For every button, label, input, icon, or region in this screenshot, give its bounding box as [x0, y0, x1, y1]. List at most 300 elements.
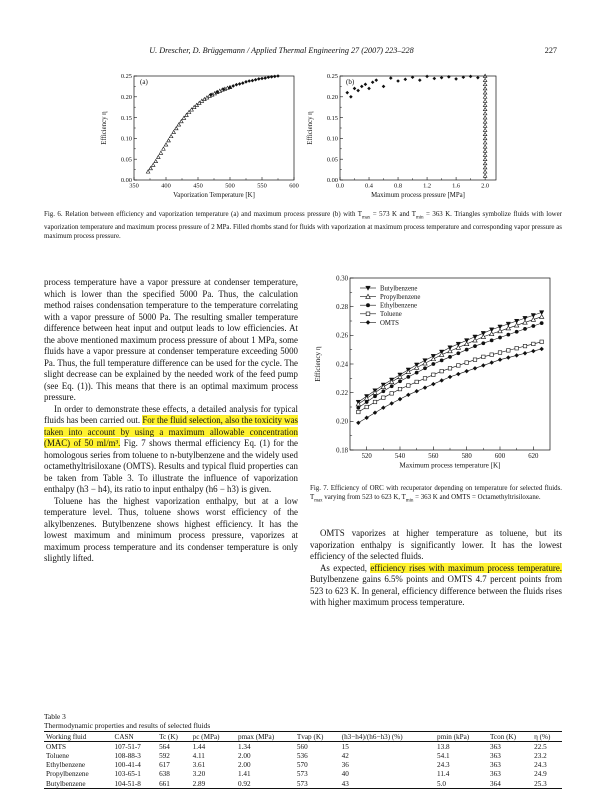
- data-point: [483, 137, 487, 140]
- data-point: [465, 348, 469, 352]
- highlight: For the fluid selection, also the toxicity was taken into account by using a maximum allowable concentration (MAC) of 50 ml/m³.: [44, 415, 298, 448]
- table-cell: 364: [488, 779, 532, 789]
- data-point: [373, 411, 377, 415]
- series-line: [358, 317, 541, 404]
- table-cell: Propylbenzene: [46, 770, 89, 779]
- table-row: [44, 761, 562, 770]
- data-point: [483, 128, 487, 131]
- data-point: [349, 95, 353, 99]
- y-tick-label: 0.24: [336, 361, 348, 369]
- data-point: [539, 347, 543, 351]
- data-point: [406, 375, 410, 379]
- data-point: [481, 363, 485, 367]
- paragraph: OMTS vaporizes at higher temperature as toluene, but its vaporization enthalpy is significantly lower. It has the lowest efficiency of the selected fluids.: [310, 528, 562, 561]
- data-point: [456, 372, 460, 376]
- data-point: [356, 421, 360, 425]
- data-point: [398, 397, 402, 401]
- data-point: [364, 416, 368, 420]
- x-tick-label: 620: [528, 452, 539, 460]
- data-point: [398, 387, 402, 391]
- data-point: [456, 351, 460, 355]
- y-tick-label: 0.15: [120, 114, 132, 122]
- left-column-text: [44, 277, 298, 565]
- y-axis-label: Efficiency η: [314, 346, 322, 382]
- table-cell: 573: [295, 779, 340, 789]
- data-point: [235, 83, 239, 87]
- data-point: [357, 410, 361, 414]
- data-point: [423, 377, 427, 381]
- table-cell: Toluene: [46, 751, 70, 760]
- table-cell: 570: [296, 761, 308, 770]
- y-tick-label: 0.10: [326, 135, 338, 143]
- table-cell: 15: [341, 742, 349, 751]
- table-cell: 42: [341, 751, 349, 760]
- table-cell: 13.8: [437, 742, 450, 751]
- table-cell: 11.4: [437, 770, 450, 779]
- x-tick-label: 450: [193, 182, 203, 190]
- table-cell: 564: [159, 742, 170, 751]
- x-tick-label: 1.2: [423, 182, 432, 190]
- x-tick-label: 600: [494, 452, 506, 460]
- data-point: [498, 336, 502, 340]
- x-axis-label: Vaporization Temperature [K]: [173, 191, 255, 199]
- data-point: [407, 384, 411, 388]
- legend-label: Propylbenzene: [380, 294, 421, 301]
- column-header: Tvap (K): [295, 732, 340, 742]
- y-tick-label: 0.15: [326, 114, 338, 122]
- data-point: [231, 84, 235, 88]
- table-cell: 1.44: [192, 742, 206, 751]
- data-point: [540, 321, 544, 325]
- data-point: [418, 78, 422, 82]
- data-point: [483, 132, 487, 135]
- data-point: [425, 75, 429, 79]
- table-cell: 2.00: [238, 761, 251, 770]
- column-header: pmax (MPa): [236, 732, 295, 742]
- y-tick-label: 0.25: [326, 73, 338, 81]
- data-point: [432, 373, 436, 377]
- table-cell: 108-88-3: [114, 751, 141, 760]
- data-point: [433, 77, 437, 81]
- data-point: [483, 107, 487, 110]
- column-header: Tc (K): [157, 732, 191, 742]
- data-point: [498, 351, 502, 355]
- data-point: [149, 167, 153, 170]
- y-tick-label: 0.00: [326, 177, 338, 185]
- column-header: (h3−h4)/(h6−h3) (%): [340, 732, 435, 742]
- figure-7: [308, 272, 562, 482]
- data-point: [490, 338, 494, 342]
- data-table: [44, 731, 562, 789]
- x-tick-label: 520: [361, 452, 372, 460]
- data-point: [440, 359, 444, 363]
- data-point: [457, 364, 461, 368]
- table-row: [44, 742, 562, 752]
- table-cell: 43: [340, 779, 435, 789]
- plot-frame: [134, 76, 294, 180]
- y-tick-label: 0.05: [326, 156, 338, 164]
- paragraph: As expected, efficiency rises with maximum process temperature. Butylbenzene gains 6.5% points and OMTS 4.7 percent points from 523 to 623 K. In general, efficiency difference between the fluids rises with higher maximum process temperature.: [310, 562, 562, 607]
- data-point: [473, 338, 477, 342]
- legend-label: Butylbenzene: [380, 285, 418, 293]
- legend-label: OMTS: [380, 319, 399, 327]
- data-point: [532, 342, 536, 346]
- data-point: [483, 99, 487, 102]
- data-point: [390, 384, 394, 388]
- data-point: [483, 174, 487, 177]
- x-tick-label: 0.8: [394, 182, 403, 190]
- x-tick-label: 560: [428, 452, 439, 460]
- data-point: [244, 80, 248, 84]
- data-point: [498, 358, 502, 362]
- data-point: [431, 382, 435, 386]
- data-point: [373, 400, 377, 404]
- x-tick-label: 350: [129, 182, 139, 190]
- data-point: [366, 320, 371, 325]
- figure-6a: [92, 70, 302, 206]
- data-point: [476, 76, 480, 80]
- y-tick-label: 0.20: [336, 418, 348, 426]
- data-point: [483, 120, 487, 123]
- data-point: [506, 333, 510, 337]
- table-row: [44, 770, 562, 779]
- table-cell: OMTS: [46, 742, 66, 751]
- data-point: [263, 76, 267, 80]
- data-point: [448, 375, 452, 379]
- y-tick-label: 0.30: [336, 275, 348, 283]
- data-point: [473, 366, 477, 370]
- y-tick-label: 0.26: [336, 332, 348, 340]
- panel-label: (a): [140, 78, 148, 86]
- y-tick-label: 0.20: [120, 94, 132, 102]
- data-point: [406, 393, 410, 397]
- data-point: [159, 151, 163, 154]
- data-point: [365, 405, 369, 409]
- data-point: [257, 77, 261, 81]
- data-point: [151, 163, 155, 166]
- table-row: [44, 751, 562, 760]
- data-point: [431, 362, 435, 366]
- table-cell: 3.20: [192, 770, 206, 779]
- data-point: [276, 74, 280, 78]
- data-point: [483, 157, 487, 160]
- data-point: [366, 312, 370, 316]
- data-point: [483, 83, 487, 86]
- table-cell: 103-65-1: [114, 770, 141, 779]
- data-point: [356, 89, 360, 93]
- x-tick-label: 0.0: [336, 182, 344, 190]
- paragraph: Toluene has the highest vaporization enthalpy, but at a low temperature level. Thus, toluene shows worst efficiency of the alkylbenzenes. Butylbenzene shows highest efficiency. It has the lowest maximum and minimum process pressure, vaporizes at maximum process temperature and its condenser temperature is only slightly lifted.: [44, 495, 298, 563]
- table-cell: 4.11: [192, 751, 205, 760]
- table-cell: 363: [490, 761, 501, 770]
- data-point: [390, 392, 394, 396]
- data-point: [531, 349, 535, 353]
- table-cell: 363: [490, 770, 501, 779]
- data-point: [483, 103, 487, 106]
- table-cell: Ethylbenzene: [46, 761, 86, 770]
- y-axis-label: Efficiency η: [307, 111, 314, 145]
- data-point: [177, 123, 181, 126]
- data-point: [448, 355, 452, 359]
- data-point: [506, 355, 510, 359]
- data-point: [448, 367, 452, 371]
- data-point: [406, 370, 410, 374]
- data-point: [423, 385, 427, 389]
- table-cell: 104-51-8: [113, 779, 158, 789]
- x-axis-label: Maximum process pressure [MPa]: [371, 191, 465, 199]
- data-point: [423, 361, 427, 365]
- x-tick-label: 1.6: [452, 182, 461, 190]
- table-header-row: [44, 732, 562, 742]
- column-header: pc (MPa): [191, 732, 236, 742]
- column-header: η (%): [532, 732, 562, 742]
- table-cell: 23.2: [534, 751, 547, 760]
- table-cell: 3.61: [192, 761, 206, 770]
- table-cell: 592: [159, 751, 170, 760]
- legend-label: Toluene: [380, 311, 402, 319]
- table-cell: 22.5: [534, 742, 547, 751]
- data-point: [398, 379, 402, 383]
- data-point: [389, 380, 393, 384]
- table-cell: 536: [296, 751, 308, 760]
- data-point: [514, 353, 518, 357]
- figure-6-caption: Fig. 6. Relation between efficiency and vaporization temperature (a) and maximum process pressure (b) with $T_{max} = 573$ K and $T_{min} = 363$ K. Triangles symbolize fluids with lower vaporization temperature and maximum process pressure of 2 MPa. Filled rhombs stand for fluids with vaporization at maximum process temperature and corresponding vapor pressure as maximum process pressure.: [44, 211, 562, 240]
- plot-frame: [340, 76, 496, 180]
- table-cell: 107-51-7: [114, 742, 141, 751]
- data-point: [367, 87, 371, 91]
- data-point: [415, 371, 419, 375]
- data-point: [483, 112, 487, 115]
- y-tick-label: 0.10: [120, 135, 132, 143]
- data-point: [356, 402, 360, 406]
- right-column-text: [310, 528, 562, 609]
- table-cell: 2.00: [238, 751, 251, 760]
- data-point: [414, 389, 418, 393]
- data-point: [381, 389, 385, 393]
- y-tick-label: 0.22: [336, 390, 348, 398]
- x-tick-label: 540: [394, 452, 406, 460]
- x-tick-label: 580: [461, 452, 472, 460]
- data-point: [356, 406, 360, 410]
- data-point: [447, 75, 451, 79]
- data-point: [260, 77, 264, 81]
- data-point: [374, 78, 378, 82]
- paragraph: In order to demonstrate these effects, a detailed analysis for typical fluids has been carried out. For the fluid selection, also the toxicity was taken into account by using a maximum allowable concentration (MAC) of 50 ml/m³. Fig. 7 shows thermal efficiency Eq. (1) for the homologous series from toluene to n-butylbenzene and the widely used octamethyltrisiloxane (OMTS). Results and typical fluid properties can be taken from Table 3. To illustrate the influence of vaporization enthalpy (h3 − h4), its ratio to input enthalpy (h6 − h3) is given.: [44, 403, 298, 494]
- data-point: [389, 401, 393, 405]
- data-point: [180, 120, 184, 123]
- data-point: [251, 79, 255, 83]
- data-point: [404, 78, 408, 82]
- data-point: [473, 344, 477, 348]
- paragraph: process temperature have a vapor pressure at condenser temperature, which is lower than the specified 5000 Pa. Thus, the calculation method raises condensation temperature to the temperature correlating with a vapor pressure of 5000 Pa. The resulting smaller temperature difference between heat input and output leads to low efficiencies. At the above mentioned maximum process pressure of about 1 MPa, some fluids have a vapor pressure at condenser temperature exceeding 5000 Pa. Thus, the full temperature difference can be used for the cycle. The slight decrease can be explained by the needed work of the feed pump (see Eq. (1)). This means that there is an optimal maximum process pressure.: [44, 277, 298, 402]
- table-cell: 638: [159, 770, 170, 779]
- column-header: pmin (kPa): [435, 732, 488, 742]
- data-point: [515, 346, 519, 350]
- data-point: [439, 378, 443, 382]
- table-subtitle: Thermodynamic properties and results of selected fluids: [44, 721, 211, 730]
- data-point: [164, 143, 168, 146]
- y-axis-label: Efficiency η: [101, 111, 108, 145]
- data-point: [345, 91, 349, 95]
- data-point: [154, 159, 158, 162]
- data-point: [423, 366, 427, 370]
- data-point: [523, 344, 527, 348]
- data-point: [157, 155, 161, 158]
- data-point: [489, 360, 493, 364]
- data-point: [146, 170, 150, 173]
- page-number: 227: [544, 46, 557, 55]
- data-point: [448, 349, 452, 353]
- x-tick-label: 2.0: [481, 182, 490, 190]
- table-cell: 661: [157, 779, 191, 789]
- data-point: [531, 324, 535, 328]
- data-point: [381, 406, 385, 410]
- y-tick-label: 0.05: [120, 156, 132, 164]
- figure-7-caption: Fig. 7. Efficiency of ORC with recuperator depending on temperature for selected fluids. $T_{max}$ varying from 523 to 623 K, $T_{min} = 363$ K and OMTS = Octamethyltrisiloxane.: [310, 485, 562, 504]
- y-tick-label: 0.20: [326, 94, 338, 102]
- data-point: [481, 341, 485, 345]
- table-cell: 36: [341, 761, 349, 770]
- data-point: [483, 170, 487, 173]
- data-point: [523, 327, 527, 331]
- table-cell: 24.3: [437, 761, 450, 770]
- data-point: [483, 87, 487, 90]
- data-point: [469, 75, 473, 79]
- table-cell: 100-41-4: [114, 761, 141, 770]
- data-point: [238, 82, 242, 86]
- data-point: [431, 357, 435, 361]
- data-point: [270, 75, 274, 79]
- x-tick-label: 600: [289, 182, 299, 190]
- table-cell: 5.0: [435, 779, 488, 789]
- data-point: [483, 116, 487, 119]
- table-3: [44, 712, 562, 789]
- table-cell: 560: [296, 742, 308, 751]
- data-point: [360, 85, 364, 89]
- data-point: [483, 162, 487, 165]
- table-cell: 573: [296, 770, 308, 779]
- table-cell: 1.41: [238, 770, 251, 779]
- data-point: [483, 145, 487, 148]
- table-cell: 617: [159, 761, 170, 770]
- data-point: [507, 349, 511, 353]
- data-point: [456, 345, 460, 349]
- data-point: [454, 77, 458, 81]
- table-cell: 24.3: [534, 761, 547, 770]
- data-point: [364, 396, 368, 400]
- data-point: [389, 76, 393, 80]
- data-point: [483, 95, 487, 98]
- data-point: [373, 394, 377, 398]
- data-point: [373, 390, 377, 394]
- y-tick-label: 0.28: [336, 304, 348, 312]
- table-row: [44, 779, 562, 789]
- figure-6b: [298, 70, 506, 206]
- table-cell: 1.34: [238, 742, 251, 751]
- y-tick-label: 0.25: [120, 73, 132, 81]
- x-tick-label: 500: [225, 182, 235, 190]
- data-point: [540, 340, 544, 344]
- data-point: [440, 369, 444, 373]
- data-point: [174, 127, 178, 130]
- table-cell: Butylbenzene: [44, 779, 113, 789]
- data-point: [353, 87, 357, 91]
- data-point: [381, 385, 385, 389]
- data-point: [464, 369, 468, 373]
- data-point: [515, 330, 519, 334]
- running-header: U. Drescher, D. Brüggemann / Applied Thermal Engineering 27 (2007) 223–228: [149, 46, 414, 55]
- data-point: [365, 400, 369, 404]
- data-point: [483, 141, 487, 144]
- data-point: [473, 358, 477, 362]
- data-point: [483, 153, 487, 156]
- y-tick-label: 0.00: [120, 177, 132, 185]
- data-point: [483, 78, 487, 81]
- data-point: [415, 380, 419, 384]
- table-title: Table 3: [44, 712, 66, 721]
- data-point: [172, 130, 176, 133]
- data-point: [162, 147, 166, 150]
- highlight: efficiency rises with maximum process temperature.: [370, 562, 562, 573]
- legend-label: Ethylbenzene: [380, 302, 417, 310]
- data-point: [490, 353, 494, 357]
- data-point: [247, 79, 251, 83]
- column-header: CASN: [113, 732, 158, 742]
- data-point: [396, 79, 400, 83]
- data-point: [483, 124, 487, 127]
- y-tick-label: 0.18: [336, 447, 348, 455]
- data-point: [464, 342, 468, 346]
- data-point: [482, 355, 486, 359]
- data-point: [483, 91, 487, 94]
- x-tick-label: 550: [257, 182, 267, 190]
- x-axis-label: Maximum process temperature [K]: [399, 461, 501, 470]
- data-point: [169, 135, 173, 138]
- table-cell: 24.9: [534, 770, 547, 779]
- data-point: [398, 375, 402, 379]
- series-line: [358, 323, 541, 408]
- table-cell: 25.3: [532, 779, 562, 789]
- data-point: [254, 78, 258, 82]
- data-point: [523, 351, 527, 355]
- data-point: [241, 81, 245, 85]
- data-point: [366, 303, 370, 307]
- series-line: [358, 349, 541, 423]
- data-point: [440, 76, 444, 80]
- column-header: Working fluid: [44, 732, 113, 742]
- data-point: [382, 85, 386, 89]
- data-point: [167, 139, 171, 142]
- data-point: [364, 83, 368, 87]
- data-point: [371, 80, 375, 84]
- x-tick-label: 0.4: [365, 182, 374, 190]
- data-point: [483, 166, 487, 169]
- panel-label: (b): [346, 78, 355, 86]
- data-point: [539, 315, 543, 319]
- data-point: [273, 75, 277, 79]
- table-cell: 40: [341, 770, 349, 779]
- table-cell: 54.1: [437, 751, 450, 760]
- data-point: [483, 149, 487, 152]
- x-tick-label: 400: [161, 182, 171, 190]
- data-point: [439, 352, 443, 356]
- column-header: Tcon (K): [488, 732, 532, 742]
- data-point: [382, 396, 386, 400]
- data-point: [465, 361, 469, 365]
- table-cell: 363: [490, 742, 501, 751]
- table-cell: 0.92: [236, 779, 295, 789]
- table-cell: 2.89: [191, 779, 236, 789]
